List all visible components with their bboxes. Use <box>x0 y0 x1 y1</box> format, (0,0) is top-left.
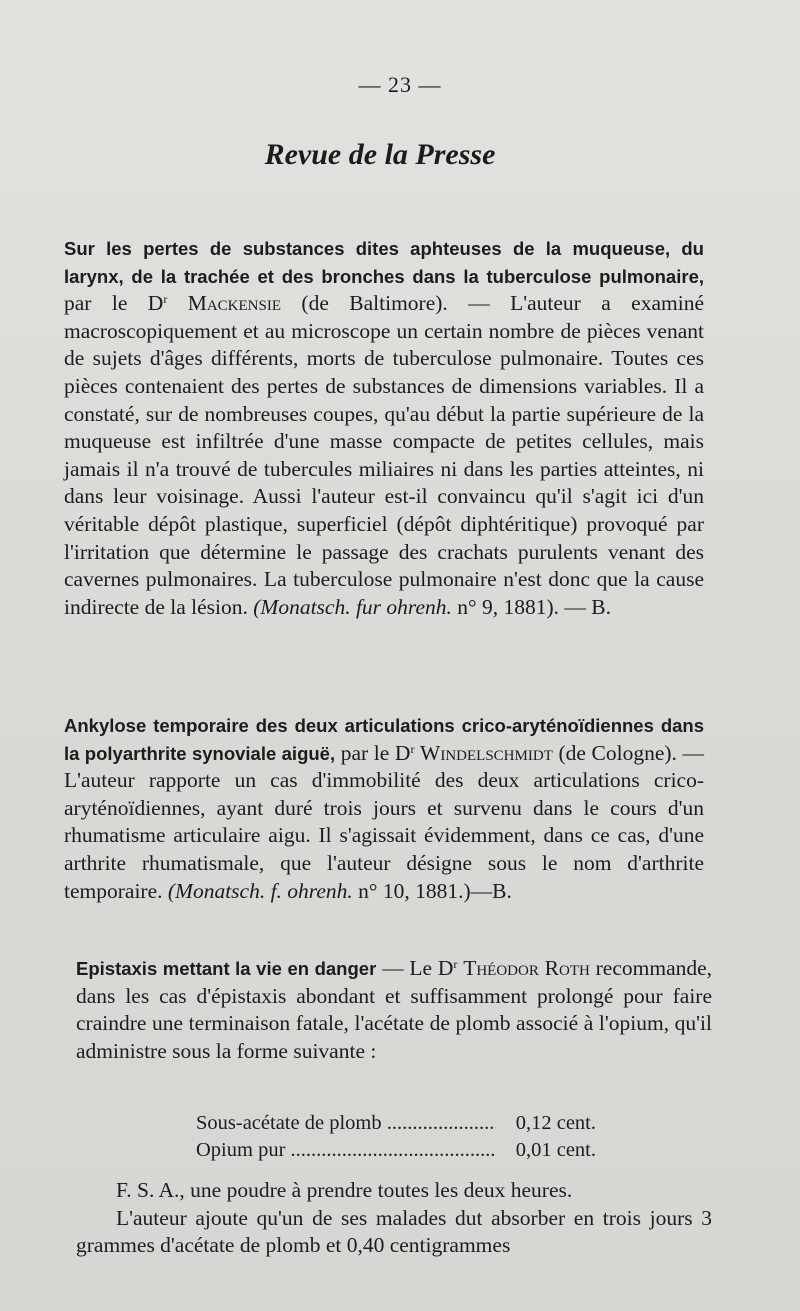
continuation-text: L'auteur ajoute qu'un de ses malades dut absorber en trois jours 3 grammes d'acétate de plomb et 0,40 centigrammes <box>76 1205 712 1258</box>
article-continuation <box>76 1177 712 1260</box>
recipe-table <box>196 1110 596 1164</box>
page-number: — 23 — <box>358 72 442 97</box>
recipe-dose: 0,12 cent. <box>515 1112 596 1134</box>
section-title: Revue de la Presse <box>264 138 496 171</box>
recipe-instruction: F. S. A., une poudre à prendre toutes les deux heures. <box>116 1178 573 1202</box>
recipe-ingredient: Sous-acétate de plomb ..... <box>196 1110 496 1137</box>
dr-superscript: r <box>163 292 168 307</box>
article-author: Mackensie <box>187 291 282 316</box>
article-byline: — Le D <box>382 956 454 980</box>
article-place: (de Cologne). <box>558 740 677 765</box>
recipe-row <box>196 1137 596 1164</box>
article-byline: par le D <box>64 291 164 316</box>
recipe-dose: 0,01 cent. <box>515 1139 596 1161</box>
article-ankylose <box>64 712 704 905</box>
article-author: Windelschmidt <box>420 740 553 765</box>
article-body: recommande, dans les cas d'épistaxis abondant et suffisamment prolongé pour faire craindre une terminaison fatale, l'acétate de plomb associé à l'opium, qu'il administre sous la forme suivante : <box>76 956 713 1063</box>
recipe-ingredient: Opium pur ..... <box>196 1137 496 1164</box>
article-byline: par le D <box>340 740 411 765</box>
article-body: — L'auteur rapporte un cas d'immobilité des deux articulations crico-aryténoïdiennes, ayant duré trois jours et survenu dans le cours d'un rhumatisme articulaire aigu. Il s'agissait évidemment, dans ce cas, d'une arthrite rhumatismale, que l'auteur désigne sous le nom d'arthrite temporaire. <box>64 740 705 903</box>
article-source: (Monatsch. fur ohrenh. <box>253 594 452 619</box>
article-place: (de Baltimore). <box>301 291 448 316</box>
dr-superscript: r <box>453 957 458 971</box>
article-source: (Monatsch. f. ohrenh. <box>167 878 353 903</box>
article-title: Ankylose temporaire des deux articulations crico-aryténoïdiennes dans la polyarthrite synoviale aiguë, <box>64 715 704 764</box>
article-signature: — B. <box>564 594 612 619</box>
recipe-row <box>196 1110 596 1137</box>
article-aphteuses <box>64 235 704 621</box>
article-source-number: n° 9, 1881). <box>457 594 560 619</box>
article-body: — L'auteur a examiné macroscopiquement et au microscope un certain nombre de pièces venant de sujets d'âges différents, morts de tuberculose pulmonaire. Toutes ces pièces contenaient des pertes de substances de dimensions variables. Il a constaté, sur de nombreuses coupes, qu'au début la partie supérieure de la muqueuse est infiltrée d'une masse compacte de petites cellules, mais jamais il n'a trouvé de tubercules miliaires ni dans les parties atteintes, ni dans leur voisinage. Aussi l'auteur est-il convaincu qu'il s'agit ici d'un véritable dépôt plastique, superficiel (dépôt diphtéritique) provoqué par l'irritation que détermine le passage des crachats purulents venant des cavernes pulmonaires. La tuberculose pulmonaire n'est donc que la cause indirecte de la lésion. <box>64 291 705 619</box>
article-source-number: n° 10, 1881.)—B. <box>358 878 512 903</box>
dr-superscript: r <box>410 741 415 756</box>
article-title: Sur les pertes de substances dites aphteuses de la muqueuse, du larynx, de la trachée et des bronches dans la tuberculose pulmonaire, <box>64 238 704 287</box>
article-author: Théodor Roth <box>463 956 590 980</box>
article-title: Epistaxis mettant la vie en danger <box>76 958 377 979</box>
article-epistaxis <box>76 955 712 1065</box>
